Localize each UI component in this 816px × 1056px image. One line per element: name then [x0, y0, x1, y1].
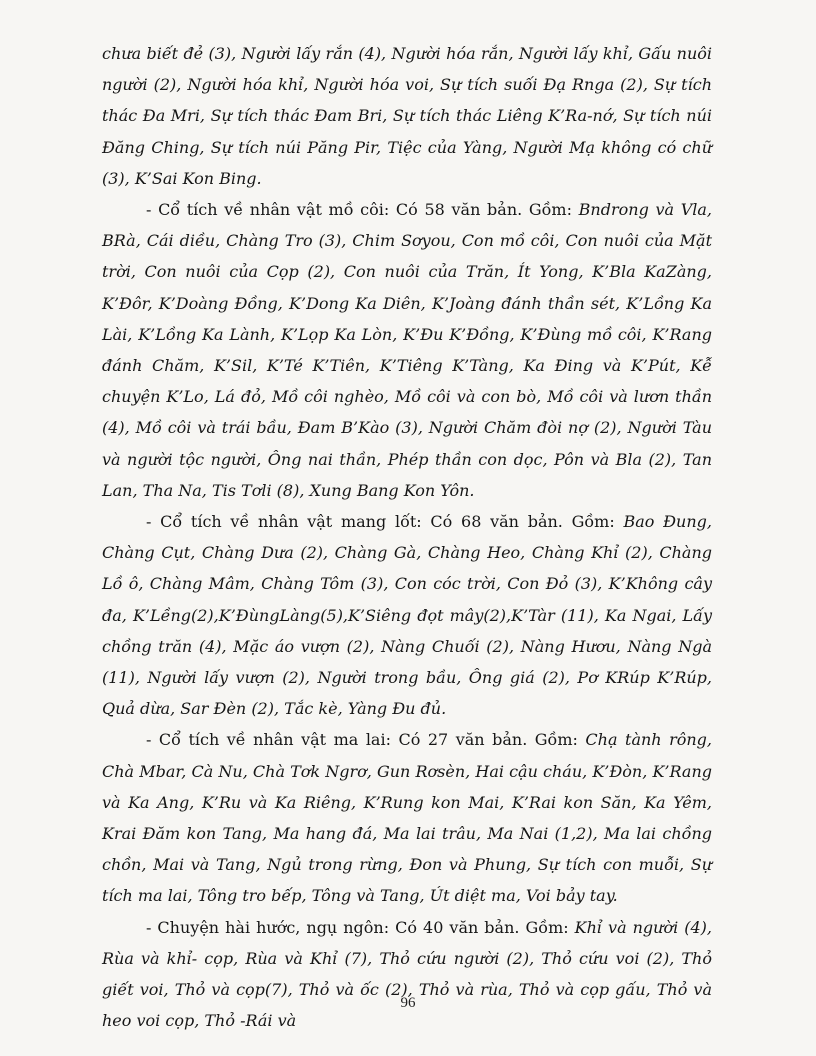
paragraph-orphan-tales [102, 194, 712, 506]
section-intro: - Cổ tích về nhân vật mang lốt: Có 68 văn bản. Gồm: [146, 512, 624, 532]
paragraph-ghost-tales [102, 724, 712, 911]
paragraph-disguise-tales [102, 506, 712, 724]
continuation-text: chưa biết đẻ (3), Người lấy rắn (4), Người hóa rắn, Người lấy khỉ, Gấu nuôi người (2), Người hóa khỉ, Người hóa voi, Sự tích suối Đạ Rnga (2), Sự tích thác Đa Mri, Sự tích thác Đam Bri, Sự tích thác Liêng K’Ra-nớ, Sự tích núi Đăng Ching, Sự tích núi Păng Pir, Tiệc của Yàng, Người Mạ không có chữ (3), K’Sai Kon Bing. [102, 44, 712, 188]
body-text [102, 38, 712, 1037]
paragraph-humor-fables [102, 912, 712, 1037]
paragraph-continuation [102, 38, 712, 194]
page-number: 96 [400, 995, 416, 1011]
section-items: Chạ tành rông, Chà Mbar, Cà Nu, Chà Tơk Ngrơ, Gun Rơsèn, Hai cậu cháu, K’Đòn, K’Rang và Ka Ang, K’Ru và Ka Riêng, K’Rung kon Mai, K’Rai kon Săn, Ka Yêm, Krai Đăm kon Tang, Ma hang đá, Ma lai trâu, Ma Nai (1,2), Ma lai chồng chồn, Mai và Tang, Ngủ trong rừng, Đon và Phung, Sự tích con muỗi, Sự tích ma lai, Tông tro bếp, Tông và Tang, Út diệt ma, Voi bảy tay. [102, 730, 713, 906]
section-intro: - Cổ tích về nhân vật ma lai: Có 27 văn bản. Gồm: [146, 730, 586, 750]
section-items: Bao Đung, Chàng Cụt, Chàng Dưa (2), Chàng Gà, Chàng Heo, Chàng Khỉ (2), Chàng Lồ ô, Chàng Mâm, Chàng Tôm (3), Con cóc trời, Con Đỏ (3), K’Không cây đa, K’Lềng(2),K’ĐùngLàng(5),K’Siêng đọt mây(2),K’Tàr (11), Ka Ngai, Lấy chồng trăn (4), Mặc áo vượn (2), Nàng Chuối (2), Nàng Hươu, Nàng Ngà (11), Người lấy vượn (2), Người trong bầu, Ông giá (2), Pơ KRúp K’Rúp, Quả dừa, Sar Đèn (2), Tắc kè, Yàng Đu đủ. [102, 512, 712, 719]
section-items: Bndrong và Vla, BRà, Cái diều, Chàng Tro (3), Chim Sơyou, Con mồ côi, Con nuôi của Mặt trời, Con nuôi của Cọp (2), Con nuôi của Trăn, Ít Yong, K’Bla KaZàng, K’Đôr, K’Doàng Đồng, K’Dong Ka Diên, K’Joàng đánh thần sét, K’Lồng Ka Lài, K’Lồng Ka Lành, K’Lọp Ka Lòn, K’Đu K’Đồng, K’Đùng mồ côi, K’Rang đánh Chăm, K’Sil, K’Té K’Tiên, K’Tiêng K’Tàng, Ka Đing và K’Pút, Kễ chuyện K’Lo, Lá đỏ, Mồ côi nghèo, Mồ côi và con bò, Mồ côi và lươn thần (4), Mồ côi và trái bầu, Đam B’Kào (3), Người Chăm đòi nợ (2), Người Tàu và người tộc người, Ông nai thần, Phép thần con dọc, Pôn và Bla (2), Tan Lan, Tha Na, Tis Tơli (8), Xung Bang Kon Yôn. [102, 200, 712, 500]
section-intro: - Cổ tích về nhân vật mồ côi: Có 58 văn bản. Gồm: [146, 200, 579, 220]
section-items: Khỉ và người (4), Rùa và khỉ- cọp, Rùa và Khỉ (7), Thỏ cứu người (2), Thỏ cứu voi (2), Thỏ giết voi, Thỏ và cọp(7), Thỏ và ốc (2), Thỏ và rùa, Thỏ và cọp gấu, Thỏ và heo voi cọp, Thỏ -Rái và [102, 917, 712, 1031]
section-intro: - Chuyện hài hước, ngụ ngôn: Có 40 văn bản. Gồm: [146, 917, 575, 937]
